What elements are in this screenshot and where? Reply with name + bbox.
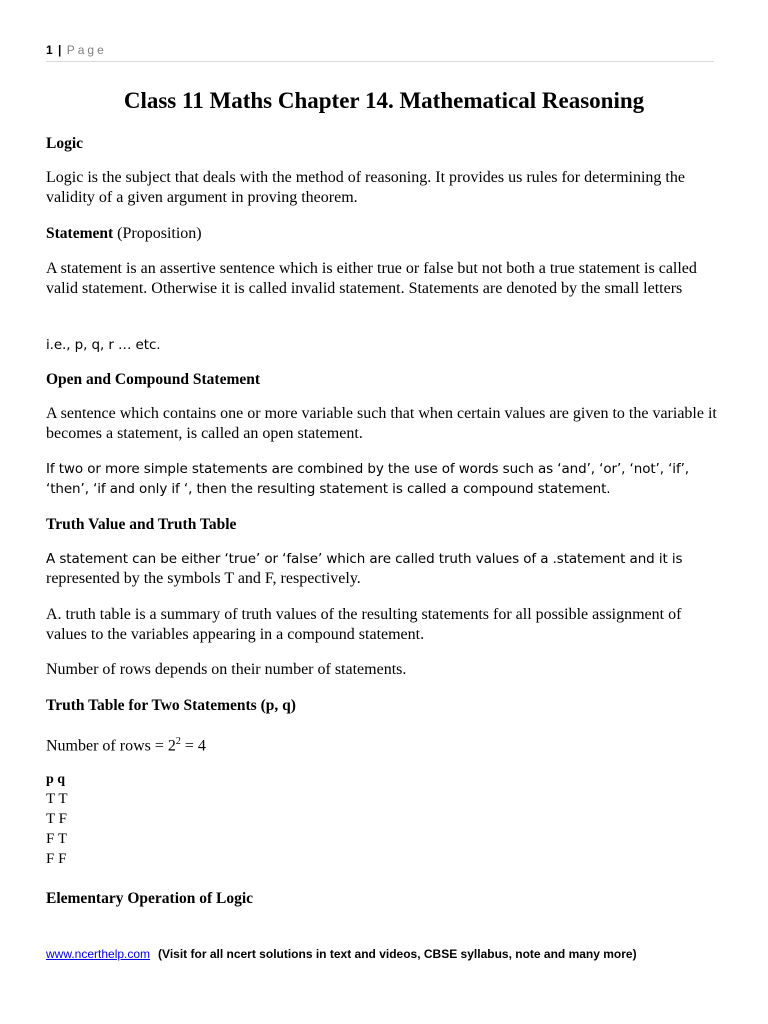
two-statements-heading: Truth Table for Two Statements (p, q) (46, 697, 296, 714)
compound-statement-paragraph: If two or more simple statements are combined by the use of words such as ‘and’, ‘or’, ‘not’, ‘if’, ‘then’, ‘if and only if ‘, then the resulting statement is called a compound statement. (46, 461, 689, 497)
statement-heading-suffix: (Proposition) (113, 225, 202, 242)
statement-paragraph: A statement is an assertive sentence which is either true or false but not both a true statement is called valid statement. Otherwise it is called invalid statement. Statements are denoted by the small letters (46, 260, 697, 297)
footer-note: (Visit for all ncert solutions in text and videos, CBSE syllabus, note and many more) (158, 947, 637, 961)
statement-heading-line (46, 224, 721, 244)
rows-formula-exponent: 2 (175, 736, 181, 747)
page-separator: | (58, 43, 62, 57)
rows-formula-prefix: Number of rows = 2 (46, 737, 176, 755)
header-divider (46, 61, 714, 62)
open-statement-paragraph: A sentence which contains one or more variable such that when certain values are given to the variable it becomes a statement, is called an open statement. (46, 405, 717, 442)
truth-table-paragraph: A. truth table is a summary of truth values of the resulting statements for all possible assignment of values to the variables appearing in a compound statement. (46, 606, 682, 643)
rows-depend-paragraph: Number of rows depends on their number of statements. (46, 661, 407, 678)
truth-table-header: p q (46, 772, 66, 787)
logic-heading: Logic (46, 135, 84, 152)
open-compound-heading: Open and Compound Statement (46, 371, 261, 388)
document-title: Class 11 Maths Chapter 14. Mathematical Reasoning (123, 88, 645, 113)
footer-link[interactable]: www.ncerthelp.com (46, 947, 151, 961)
truth-value-heading: Truth Value and Truth Table (46, 516, 237, 533)
truth-table-row: F T (46, 831, 67, 847)
statement-heading: Statement (46, 225, 114, 242)
truth-value-line-1: A statement can be either ‘true’ or ‘false’ which are called truth values of a .statement and it is (46, 551, 683, 567)
elementary-operation-heading: Elementary Operation of Logic (46, 890, 254, 907)
truth-value-line-2: represented by the symbols T and F, respectively. (46, 570, 361, 587)
rows-formula-suffix: = 4 (180, 737, 206, 755)
rows-formula (46, 732, 721, 756)
page-number: 1 (46, 43, 53, 57)
truth-table-row: F F (46, 851, 67, 867)
page-header (46, 43, 107, 57)
truth-table-row: T F (46, 811, 67, 827)
statement-example: i.e., p, q, r … etc. (46, 337, 161, 353)
truth-table-row: T T (46, 791, 68, 807)
page-footer (46, 947, 637, 961)
page-label: Page (66, 43, 107, 57)
logic-paragraph: Logic is the subject that deals with the method of reasoning. It provides us rules for determining the validity of a given argument in proving theorem. (46, 169, 685, 206)
